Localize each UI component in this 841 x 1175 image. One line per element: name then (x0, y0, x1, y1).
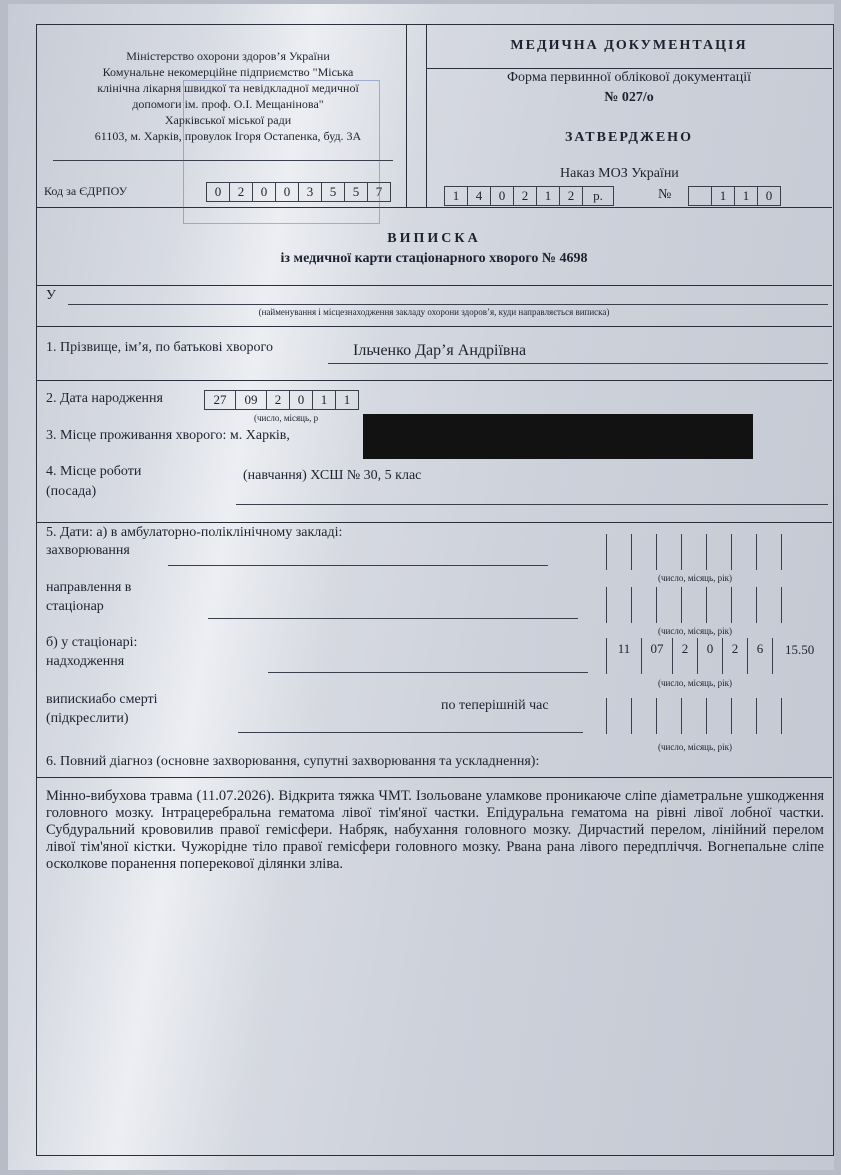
order-number-digit: 1 (735, 186, 758, 206)
birth-month: 09 (236, 390, 267, 410)
date-cell (631, 587, 656, 623)
discharge-label-2: (підкреслити) (46, 711, 129, 726)
workplace-value: (навчання) ХСШ № 30, 5 клас (243, 468, 422, 483)
edrpou-digit: 3 (299, 182, 322, 202)
date-cell (706, 587, 731, 623)
referral-underline (208, 618, 578, 619)
discharge-underline (238, 732, 583, 733)
section-rule (36, 777, 832, 778)
date-cell (706, 534, 731, 570)
institution-address: 61103, м. Харків, провулок Ігоря Остапенка, буд. 3А (94, 129, 362, 143)
admission-date-cells (606, 638, 773, 674)
patient-name-value: Ільченко Дар’я Андріївна (353, 342, 527, 359)
section-rule (36, 522, 832, 523)
discharge-date-cells (606, 698, 782, 734)
order-date-cells (444, 186, 614, 206)
approved-label: ЗАТВЕРДЖЕНО (565, 130, 693, 145)
patient-name-label: 1. Прізвище, ім’я, по батькові хворого (46, 340, 273, 355)
admission-day: 11 (606, 638, 641, 674)
institution-stamp (183, 80, 380, 224)
admission-year-digit: 2 (722, 638, 747, 674)
date-cell (756, 534, 782, 570)
ministry-name: Міністерство охорони здоров’я України (126, 49, 330, 63)
institution-line-4: Харківської міської ради (164, 113, 292, 127)
date-cell (681, 534, 706, 570)
order-number-digit: 0 (758, 186, 781, 206)
order-date-digit: 1 (444, 186, 468, 206)
discharge-value: по теперішній час (441, 698, 549, 713)
disease-date-cells (606, 534, 782, 570)
date-cell (656, 534, 681, 570)
birth-day: 27 (204, 390, 236, 410)
diagnosis-text: Мінно-вибухова травма (11.07.2026). Відкрита тяжка ЧМТ. Ізольоване уламкове проникаюче сліпе діаметральне ушкодження головного мозку. Інтрацеребральна гематома лівої тім'яної частки. Епідуральна гематома на рівні лівої лобної частки. Субдуральний крововилив правої гемісфери. Набряк, набухання головного мозку. Дирчастий перелом, лінійний перелом лівої тім'яної кістки. Чужорідне тіло правої гемісфери головного мозку. Рвана рана лівого передпліччя. Вогнепальне сліпе осколкове поранення поперекової ділянки зліва. (46, 788, 824, 872)
referral-date-cells (606, 587, 782, 623)
form-category-title: МЕДИЧНА ДОКУМЕНТАЦІЯ (510, 38, 748, 53)
residence-label: 3. Місце проживання хворого: м. Харків, (46, 428, 290, 443)
order-date-digit: 2 (514, 186, 537, 206)
birth-date-caption: (число, місяць, р (254, 413, 319, 423)
date-cell (731, 534, 756, 570)
admission-year-digit: 0 (697, 638, 722, 674)
header-bottom-rule (36, 207, 832, 208)
disease-underline (168, 565, 548, 566)
order-date-digit: 0 (491, 186, 514, 206)
redaction-bar (363, 414, 753, 459)
admission-time: 15.50 (785, 642, 815, 657)
referral-date-caption: (число, місяць, рік) (658, 626, 732, 636)
workplace-label-2: (посада) (46, 484, 97, 499)
birth-year-digit: 0 (290, 390, 313, 410)
form-number: № 027/о (604, 90, 654, 105)
order-label: Наказ МОЗ України (560, 166, 679, 181)
institution-line-2: клінічна лікарня швидкої та невідкладної медичної (97, 81, 359, 95)
disease-date-label: захворювання (46, 543, 130, 558)
discharge-date-caption: (число, місяць, рік) (658, 742, 732, 752)
inpatient-label: б) у стаціонарі: (46, 635, 138, 650)
admission-year-digit: 6 (747, 638, 773, 674)
date-cell (606, 698, 631, 734)
date-cell (731, 587, 756, 623)
to-label: У (46, 288, 56, 303)
dates-label: 5. Дати: а) в амбулаторно-поліклінічному закладі: (46, 525, 343, 540)
date-cell (606, 587, 631, 623)
admission-month: 07 (641, 638, 672, 674)
date-cell (731, 698, 756, 734)
date-cell (681, 698, 706, 734)
date-cell (631, 534, 656, 570)
form-line-1: Форма первинної облікової документації (506, 70, 752, 85)
discharge-label-1: випискиабо смерті (46, 692, 158, 707)
order-date-digit: 2 (560, 186, 583, 206)
edrpou-digit: 2 (230, 182, 253, 202)
date-cell (631, 698, 656, 734)
referral-label-1: направлення в (46, 580, 132, 595)
to-underline (68, 304, 828, 305)
order-number-digit: 1 (712, 186, 735, 206)
header-rule (426, 68, 832, 69)
section-rule (36, 326, 832, 327)
birth-year-digit: 1 (336, 390, 359, 410)
date-cell (656, 587, 681, 623)
date-cell (756, 698, 782, 734)
edrpou-label: Код за ЄДРПОУ (44, 184, 128, 198)
admission-date-caption: (число, місяць, рік) (658, 678, 732, 688)
birth-year-digit: 1 (313, 390, 336, 410)
disease-date-caption: (число, місяць, рік) (658, 573, 732, 583)
title-rule (36, 285, 832, 286)
workplace-label-1: 4. Місце роботи (46, 464, 142, 479)
admission-underline (268, 672, 588, 673)
referral-label-2: стаціонар (46, 599, 104, 614)
number-sign: № (658, 187, 672, 202)
order-date-digit: 4 (468, 186, 491, 206)
edrpou-digit: 0 (253, 182, 276, 202)
date-cell (706, 698, 731, 734)
order-number-cells (688, 186, 781, 206)
order-date-digit: 1 (537, 186, 560, 206)
workplace-underline (236, 504, 828, 505)
name-underline (328, 363, 828, 364)
document-subtitle: із медичної карти стаціонарного хворого № 4698 (280, 251, 588, 266)
date-cell (656, 698, 681, 734)
admission-label: надходження (46, 654, 125, 669)
institution-line-3: допомоги ім. проф. О.І. Мещанінова" (132, 97, 324, 111)
order-number-digit (688, 186, 712, 206)
diagnosis-label: 6. Повний діагноз (основне захворювання, супутні захворювання та ускладнення): (46, 754, 540, 769)
edrpou-digit: 0 (276, 182, 299, 202)
admission-year-digit: 2 (672, 638, 697, 674)
date-cell (681, 587, 706, 623)
birth-date-label: 2. Дата народження (46, 391, 163, 406)
edrpou-digit: 0 (206, 182, 230, 202)
edrpou-digit: 5 (322, 182, 345, 202)
edrpou-digit: 7 (368, 182, 391, 202)
date-cell (606, 534, 631, 570)
order-date-year-suffix: р. (583, 186, 614, 206)
document-title: ВИПИСКА (387, 231, 481, 246)
edrpou-digit: 5 (345, 182, 368, 202)
institution-line-1: Комунальне некомерційне підприємство "Міська (102, 65, 354, 79)
document-sheet (8, 4, 834, 1170)
to-caption: (найменування і місцезнаходження закладу охорони здоров’я, куди направляється виписка) (258, 307, 610, 317)
date-cell (756, 587, 782, 623)
section-rule (36, 380, 832, 381)
birth-date-cells (204, 390, 359, 410)
birth-year-digit: 2 (267, 390, 290, 410)
